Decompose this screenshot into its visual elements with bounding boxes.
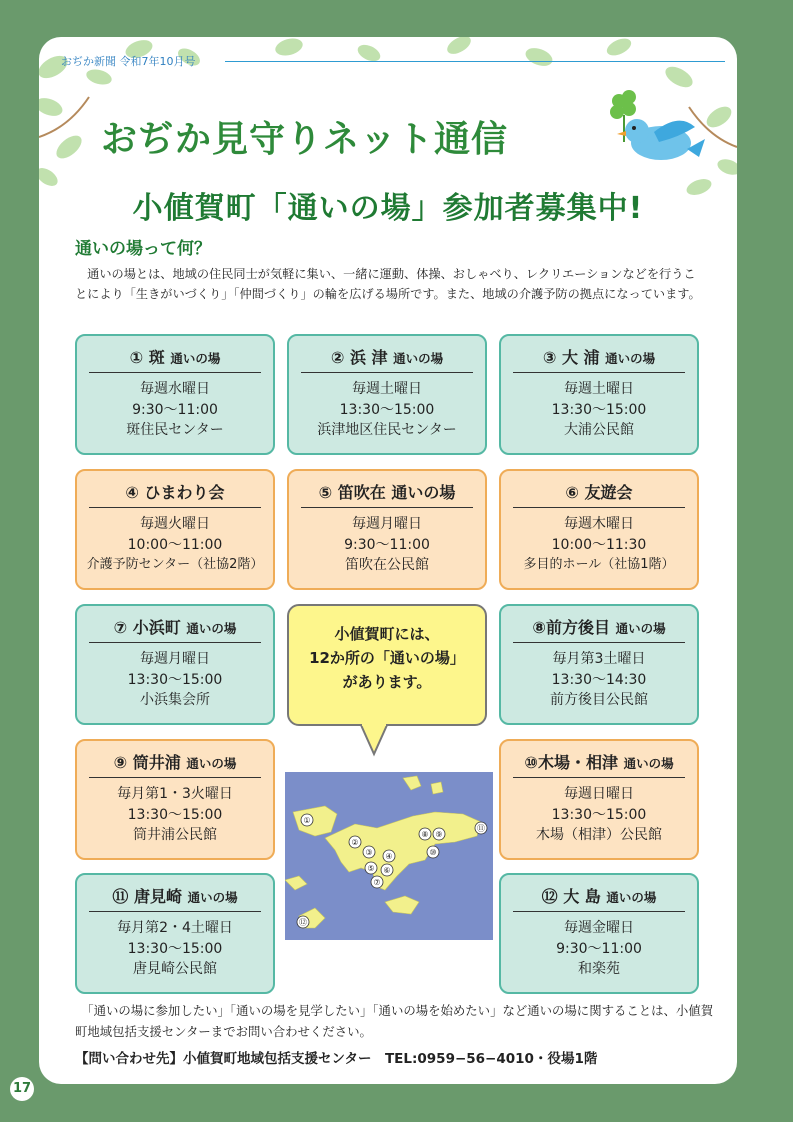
place-time: 13:30〜15:00 — [551, 401, 647, 418]
place-day: 毎週月曜日 — [352, 516, 422, 532]
place-card-9: ⑨ 筒井浦 通いの場 毎月第1・3火曜日 13:30〜15:00 筒井浦公民館 — [75, 739, 275, 860]
place-time: 9:30〜11:00 — [556, 940, 642, 957]
speech-bubble: 小値賀町には、 12か所の「通いの場」 があります。 — [287, 604, 487, 726]
map-marker-label-11: ⑪ — [477, 824, 485, 833]
newsletter-title: おぢか見守りネット通信 — [101, 119, 509, 160]
bird-with-clover-icon — [599, 87, 709, 177]
place-time: 10:00〜11:30 — [551, 536, 647, 553]
place-venue: 前方後目公民館 — [550, 692, 648, 708]
place-day: 毎月第1・3火曜日 — [117, 786, 233, 802]
map-marker-label-10: ⑩ — [429, 848, 437, 857]
place-card-1: ① 斑 通いの場 毎週水曜日 9:30〜11:00 斑住民センター — [75, 334, 275, 455]
recruitment-headline: 小値賀町「通いの場」参加者募集中! — [132, 191, 644, 226]
place-card-12: ⑫ 大 島 通いの場 毎週金曜日 9:30〜11:00 和楽苑 — [499, 873, 699, 994]
place-card-2: ② 浜 津 通いの場 毎週土曜日 13:30〜15:00 浜津地区住民センター — [287, 334, 487, 455]
contact-info: 【問い合わせ先】小値賀町地域包括支援センター TEL:0959−56−4010・役場1階 — [75, 1051, 598, 1067]
map-marker-label-7: ⑦ — [373, 878, 381, 887]
place-time: 9:30〜11:00 — [132, 401, 218, 418]
place-day: 毎週水曜日 — [140, 381, 210, 397]
map-marker-label-8: ⑧ — [421, 830, 429, 839]
place-venue: 笛吹在公民館 — [345, 557, 429, 573]
place-card-11: ⑪ 唐見崎 通いの場 毎月第2・4土曜日 13:30〜15:00 唐見崎公民館 — [75, 873, 275, 994]
place-time: 13:30〜15:00 — [127, 940, 223, 957]
newspaper-issue: おぢか新聞 令和7年10月号 — [61, 55, 196, 68]
map-marker-label-9: ⑨ — [435, 830, 443, 839]
place-venue: 小浜集会所 — [140, 692, 210, 708]
place-card-3: ③ 大 浦 通いの場 毎週土曜日 13:30〜15:00 大浦公民館 — [499, 334, 699, 455]
map-marker-label-2: ② — [351, 838, 359, 847]
inquiry-note: 「通いの場に参加したい」「通いの場を見学したい」「通いの場を始めたい」など通いの場に関することは、小値賀町地域包括支援センターまでお問い合わせください。 — [75, 1003, 714, 1039]
page-number: 17 — [10, 1077, 34, 1101]
place-day: 毎週木曜日 — [564, 516, 634, 532]
place-day: 毎週金曜日 — [564, 920, 634, 936]
place-time: 13:30〜15:00 — [551, 806, 647, 823]
map-marker-label-6: ⑥ — [383, 866, 391, 875]
place-venue: 木場（相津）公民館 — [536, 827, 662, 843]
section-question: 通いの場って何？ — [75, 239, 211, 259]
place-time: 13:30〜15:00 — [127, 671, 223, 688]
place-card-6: ⑥ 友遊会 毎週木曜日 10:00〜11:30 多目的ホール（社協1階） — [499, 469, 699, 590]
place-time: 9:30〜11:00 — [344, 536, 430, 553]
place-time: 13:30〜15:00 — [339, 401, 435, 418]
place-time: 10:00〜11:00 — [127, 536, 223, 553]
place-card-4: ④ ひまわり会 毎週火曜日 10:00〜11:00 介護予防センター（社協2階） — [75, 469, 275, 590]
map-marker-label-1: ① — [303, 816, 311, 825]
place-venue: 介護予防センター（社協2階） — [86, 557, 264, 572]
map-marker-label-4: ④ — [385, 852, 393, 861]
place-time: 13:30〜14:30 — [551, 671, 647, 688]
place-venue: 和楽苑 — [578, 961, 620, 977]
place-card-8: ⑧前方後目 通いの場 毎月第3土曜日 13:30〜14:30 前方後目公民館 — [499, 604, 699, 725]
header-rule — [225, 61, 725, 62]
place-day: 毎週日曜日 — [564, 786, 634, 802]
map-marker-label-5: ⑤ — [367, 864, 375, 873]
place-time: 13:30〜15:00 — [127, 806, 223, 823]
map-markers — [285, 772, 493, 940]
place-venue: 浜津地区住民センター — [317, 422, 457, 438]
place-card-7: ⑦ 小浜町 通いの場 毎週月曜日 13:30〜15:00 小浜集会所 — [75, 604, 275, 725]
place-day: 毎週土曜日 — [564, 381, 634, 397]
place-day: 毎週月曜日 — [140, 651, 210, 667]
place-day: 毎月第2・4土曜日 — [117, 920, 233, 936]
place-venue: 唐見崎公民館 — [133, 961, 217, 977]
place-venue: 斑住民センター — [126, 422, 224, 438]
speech-bubble-tail — [359, 723, 389, 757]
place-day: 毎週火曜日 — [140, 516, 210, 532]
place-card-5: ⑤ 笛吹在 通いの場 毎週月曜日 9:30〜11:00 笛吹在公民館 — [287, 469, 487, 590]
place-venue: 筒井浦公民館 — [133, 827, 217, 843]
intro-text: 通いの場とは、地域の住民同士が気軽に集い、一緒に運動、体操、おしゃべり、レクリエーションなどを行うことにより「生きがいづくり」「仲間づくり」の輪を広げる場所です。また、地域の介護予防の拠点になっています。 — [75, 267, 701, 301]
map-marker-label-3: ③ — [365, 848, 373, 857]
place-venue: 大浦公民館 — [564, 422, 634, 438]
newsletter-page — [39, 37, 737, 1084]
place-card-10: ⑩木場・相津 通いの場 毎週日曜日 13:30〜15:00 木場（相津）公民館 — [499, 739, 699, 860]
place-day: 毎週土曜日 — [352, 381, 422, 397]
place-venue: 多目的ホール（社協1階） — [523, 557, 675, 572]
place-day: 毎月第3土曜日 — [552, 651, 646, 667]
map-marker-label-12: ⑫ — [299, 918, 307, 927]
